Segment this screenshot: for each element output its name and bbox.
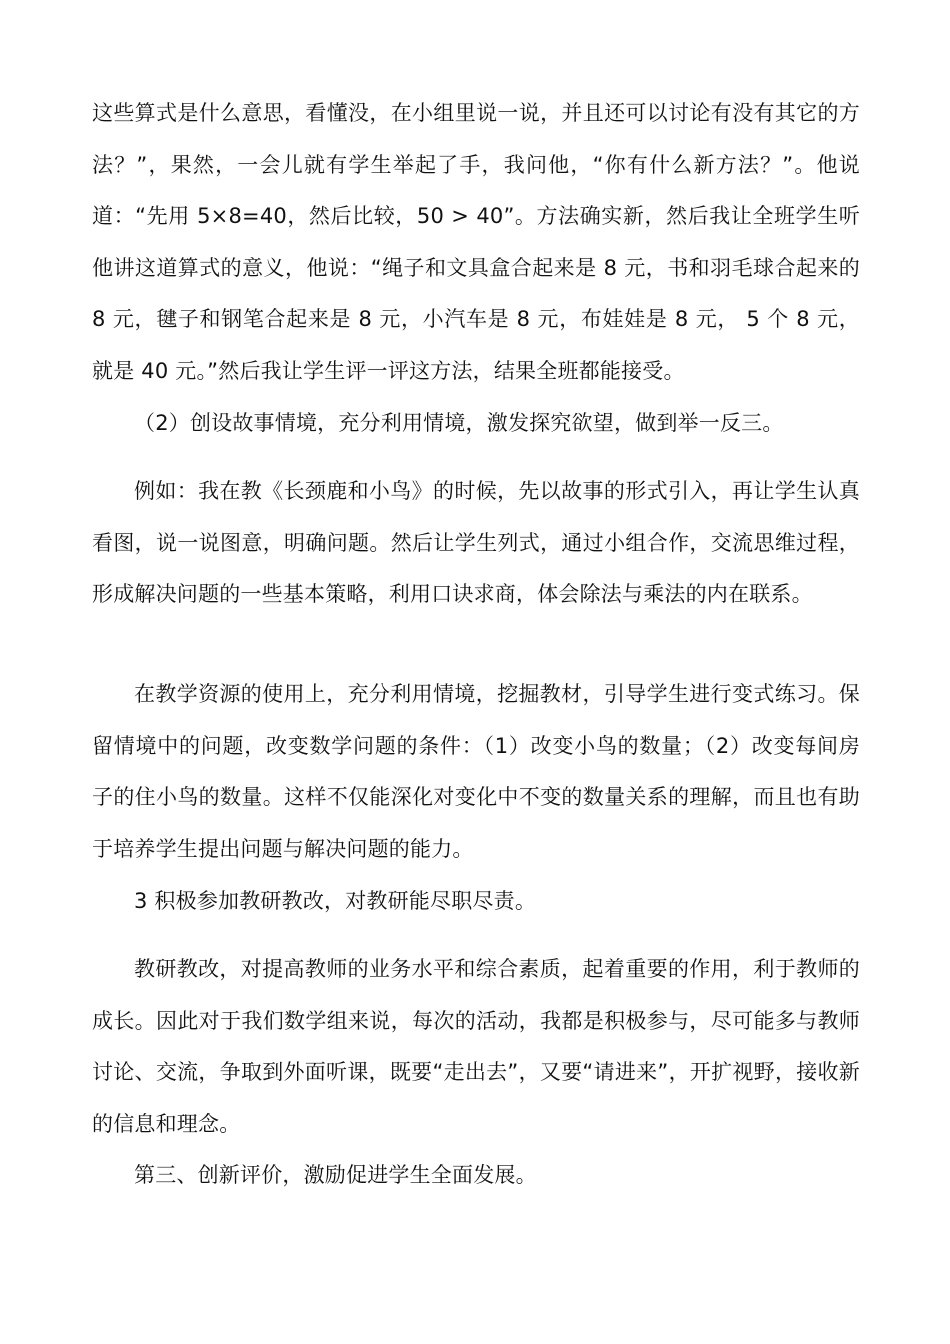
paragraph-example: 例如：我在教《长颈鹿和小鸟》的时候，先以故事的形式引入，再让学生认真看图，说一说图意，明确问题。然后让学生列式，通过小组合作，交流思维过程，形成解决问题的一些基本策略，利用口诀求商，体会除法与乘法的内在联系。	[92, 479, 860, 606]
paragraph-story-context-heading: （2）创设故事情境，充分利用情境，激发探究欲望，做到举一反三。	[134, 411, 784, 435]
paragraph-research-heading: 3 积极参加教研教改，对教研能尽职尽责。	[134, 889, 537, 913]
paragraph-teaching-resources: 在教学资源的使用上，充分利用情境，挖掘教材，引导学生进行变式练习。保留情境中的问题，改变数学问题的条件：（1）改变小鸟的数量；（2）改变每间房子的住小鸟的数量。这样不仅能深化对变化中不变的数量关系的理解，而且也有助于培养学生提出问题与解决问题的能力。	[92, 682, 860, 861]
section-heading-evaluation: 第三、创新评价，激励促进学生全面发展。	[134, 1163, 537, 1187]
paragraph-research-body: 教研教改，对提高教师的业务水平和综合素质，起着重要的作用，利于教师的成长。因此对于我们数学组来说，每次的活动，我都是积极参与，尽可能多与教师讨论、交流，争取到外面听课，既要“走出去”，又要“请进来”，开扩视野，接收新的信息和理念。	[92, 957, 860, 1136]
paragraph-continued-text: 这些算式是什么意思，看懂没，在小组里说一说，并且还可以讨论有没有其它的方法？”，果然，一会儿就有学生举起了手，我问他，“你有什么新方法？”。他说道：“先用 5×8=40，然后比较，50 > 40”。方法确实新，然后我让全班学生听他讲这道算式的意义，他说：“绳子和文具盒合起来是 8 元，书和羽毛球合起来的 8 元，毽子和钢笔合起来是 8 元，小汽车是 8 元，布娃娃是 8 元， 5 个 8 元，就是 40 元。”然后我让学生评一评这方法，结果全班都能接受。	[92, 101, 860, 383]
